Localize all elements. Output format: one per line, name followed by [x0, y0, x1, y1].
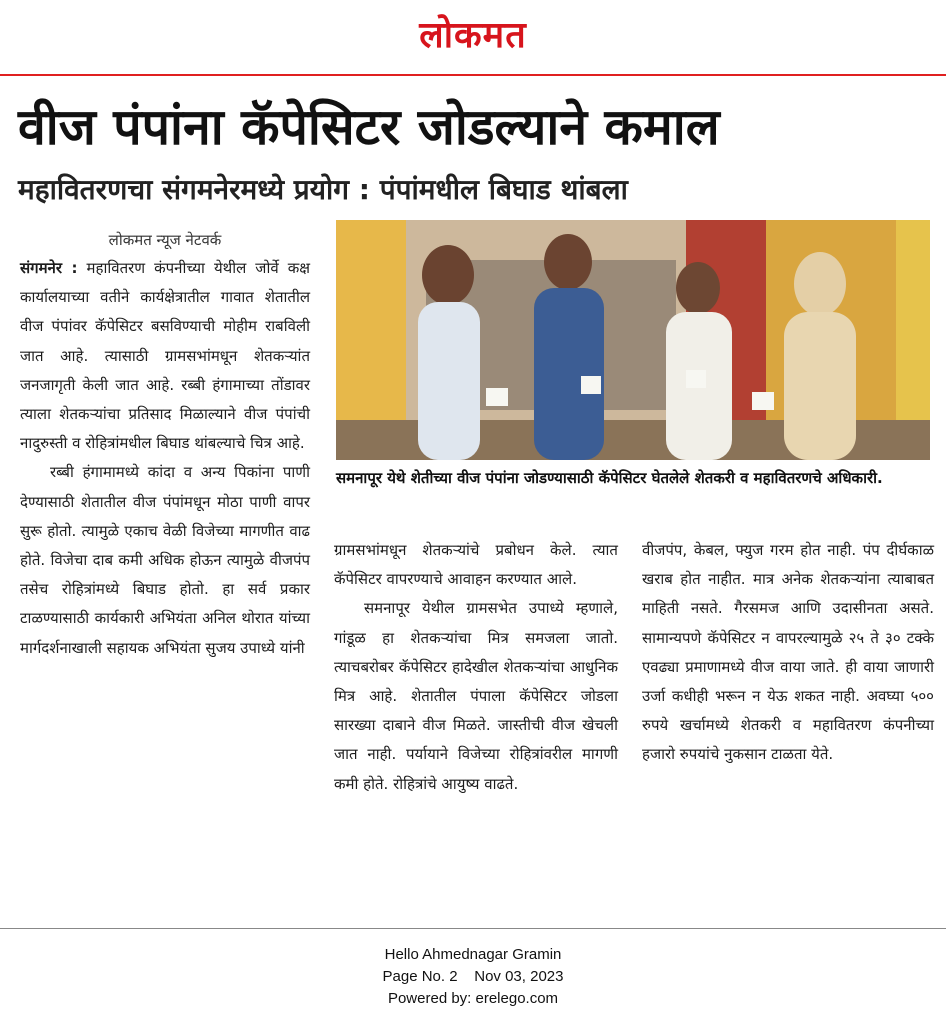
photo-illustration: [336, 220, 930, 460]
dateline: संगमनेर :: [20, 259, 78, 277]
article-column-2: [334, 536, 618, 799]
article-column-3: [642, 536, 934, 770]
photo-caption: समनापूर येथे शेतीच्या वीज पंपांना जोडण्यासाठी कॅपेसिटर घेतलेले शेतकरी व महावितरणचे अधिकारी.: [336, 469, 883, 487]
paragraph-text: महावितरण कंपनीच्या येथील जोर्वे कक्ष कार्यालयाच्या वतीने कार्यक्षेत्रातील गावात शेतातील वीज पंपांवर कॅपेसिटर बसविण्याची मोहीम राबविली जात आहे. त्यासाठी ग्रामसभांमधून शेतकऱ्यांत जनजागृती केली जात आहे. रब्बी हंगामाच्या तोंडावर त्याला शेतकऱ्यांचा प्रतिसाद मिळाल्याने वीज पंपांची नादुरुस्ती व रोहित्रांमधील बिघाड थांबल्याचे चित्र आहे.: [20, 259, 310, 453]
paragraph: [20, 254, 310, 458]
newspaper-logo: लोकमत: [419, 15, 527, 56]
edition-name: Hello Ahmednagar Gramin: [384, 946, 562, 963]
paragraph: समनापूर येथील ग्रामसभेत उपाध्ये म्हणाले, गांडूळ हा शेतकऱ्यांचा मित्र समजला जातो. त्याचबरोबर कॅपेसिटर हादेखील शेतकऱ्यांचा आधुनिक मित्र आहे. शेतातील पंपाला कॅपेसिटर जोडला सारख्या दाबाने वीज मिळते. जास्तीची वीज खेचली जात नाही. पर्यायाने विजेच्या रोहित्रांवरील मागणी कमी होते. रोहित्रांचे आयुष्य वाढते.: [334, 599, 618, 793]
powered-by: Powered by: erelego.com: [387, 990, 559, 1007]
article-subheadline: महावितरणचा संगमनेरमध्ये प्रयोग : पंपांमधील बिघाड थांबला: [18, 173, 628, 206]
masthead-divider: [0, 74, 946, 76]
masthead: [0, 0, 946, 70]
byline: लोकमत न्यूज नेटवर्क: [108, 231, 222, 249]
paragraph: वीजपंप, केबल, फ्युज गरम होत नाही. पंप दीर्घकाळ खराब होत नाहीत. मात्र अनेक शेतकऱ्यांना त्याबाबत माहिती नसते. गैरसमज आणि उदासीनता असते. सामान्यपणे कॅपेसिटर न वापरल्यामुळे २५ ते ३० टक्के एवढ्या प्रमाणामध्ये वीज वाया जाते. ही वाया जाणारी उर्जा कधीही भरून न येऊ शकत नाही. अवघ्या ५०० रुपये खर्चामध्ये शेतकरी व महावितरण कंपनीच्या हजारो रुपयांचे नुकसान टाळता येते.: [642, 541, 934, 764]
page-footer: [0, 944, 946, 1010]
article-headline: वीज पंपांना कॅपेसिटर जोडल्याने कमाल: [18, 98, 720, 156]
article-column-1: [20, 226, 310, 663]
footer-divider: [0, 928, 946, 929]
page-date: Page No. 2 Nov 03, 2023: [382, 968, 564, 985]
article-photo: [336, 220, 930, 460]
paragraph: ग्रामसभांमधून शेतकऱ्यांचे प्रबोधन केले. त्यात कॅपेसिटर वापरण्याचे आवाहन करण्यात आले.: [334, 541, 618, 589]
paragraph: रब्बी हंगामामध्ये कांदा व अन्य पिकांना पाणी देण्यासाठी शेतातील वीज पंपांमधून मोठा पाणी वापर सुरू होतो. त्यामुळे एकाच वेळी विजेच्या मागणीत वाढ होते. विजेचा दाब कमी अधिक होऊन त्यामुळे वीजपंप तसेच रोहित्रांमध्ये बिघाड होतो. हा सर्व प्रकार टाळण्यासाठी कार्यकारी अभियंता अनिल थोरात यांच्या मार्गदर्शनाखाली सहायक अभियंता सुजय उपाध्ये यांनी: [20, 463, 310, 657]
